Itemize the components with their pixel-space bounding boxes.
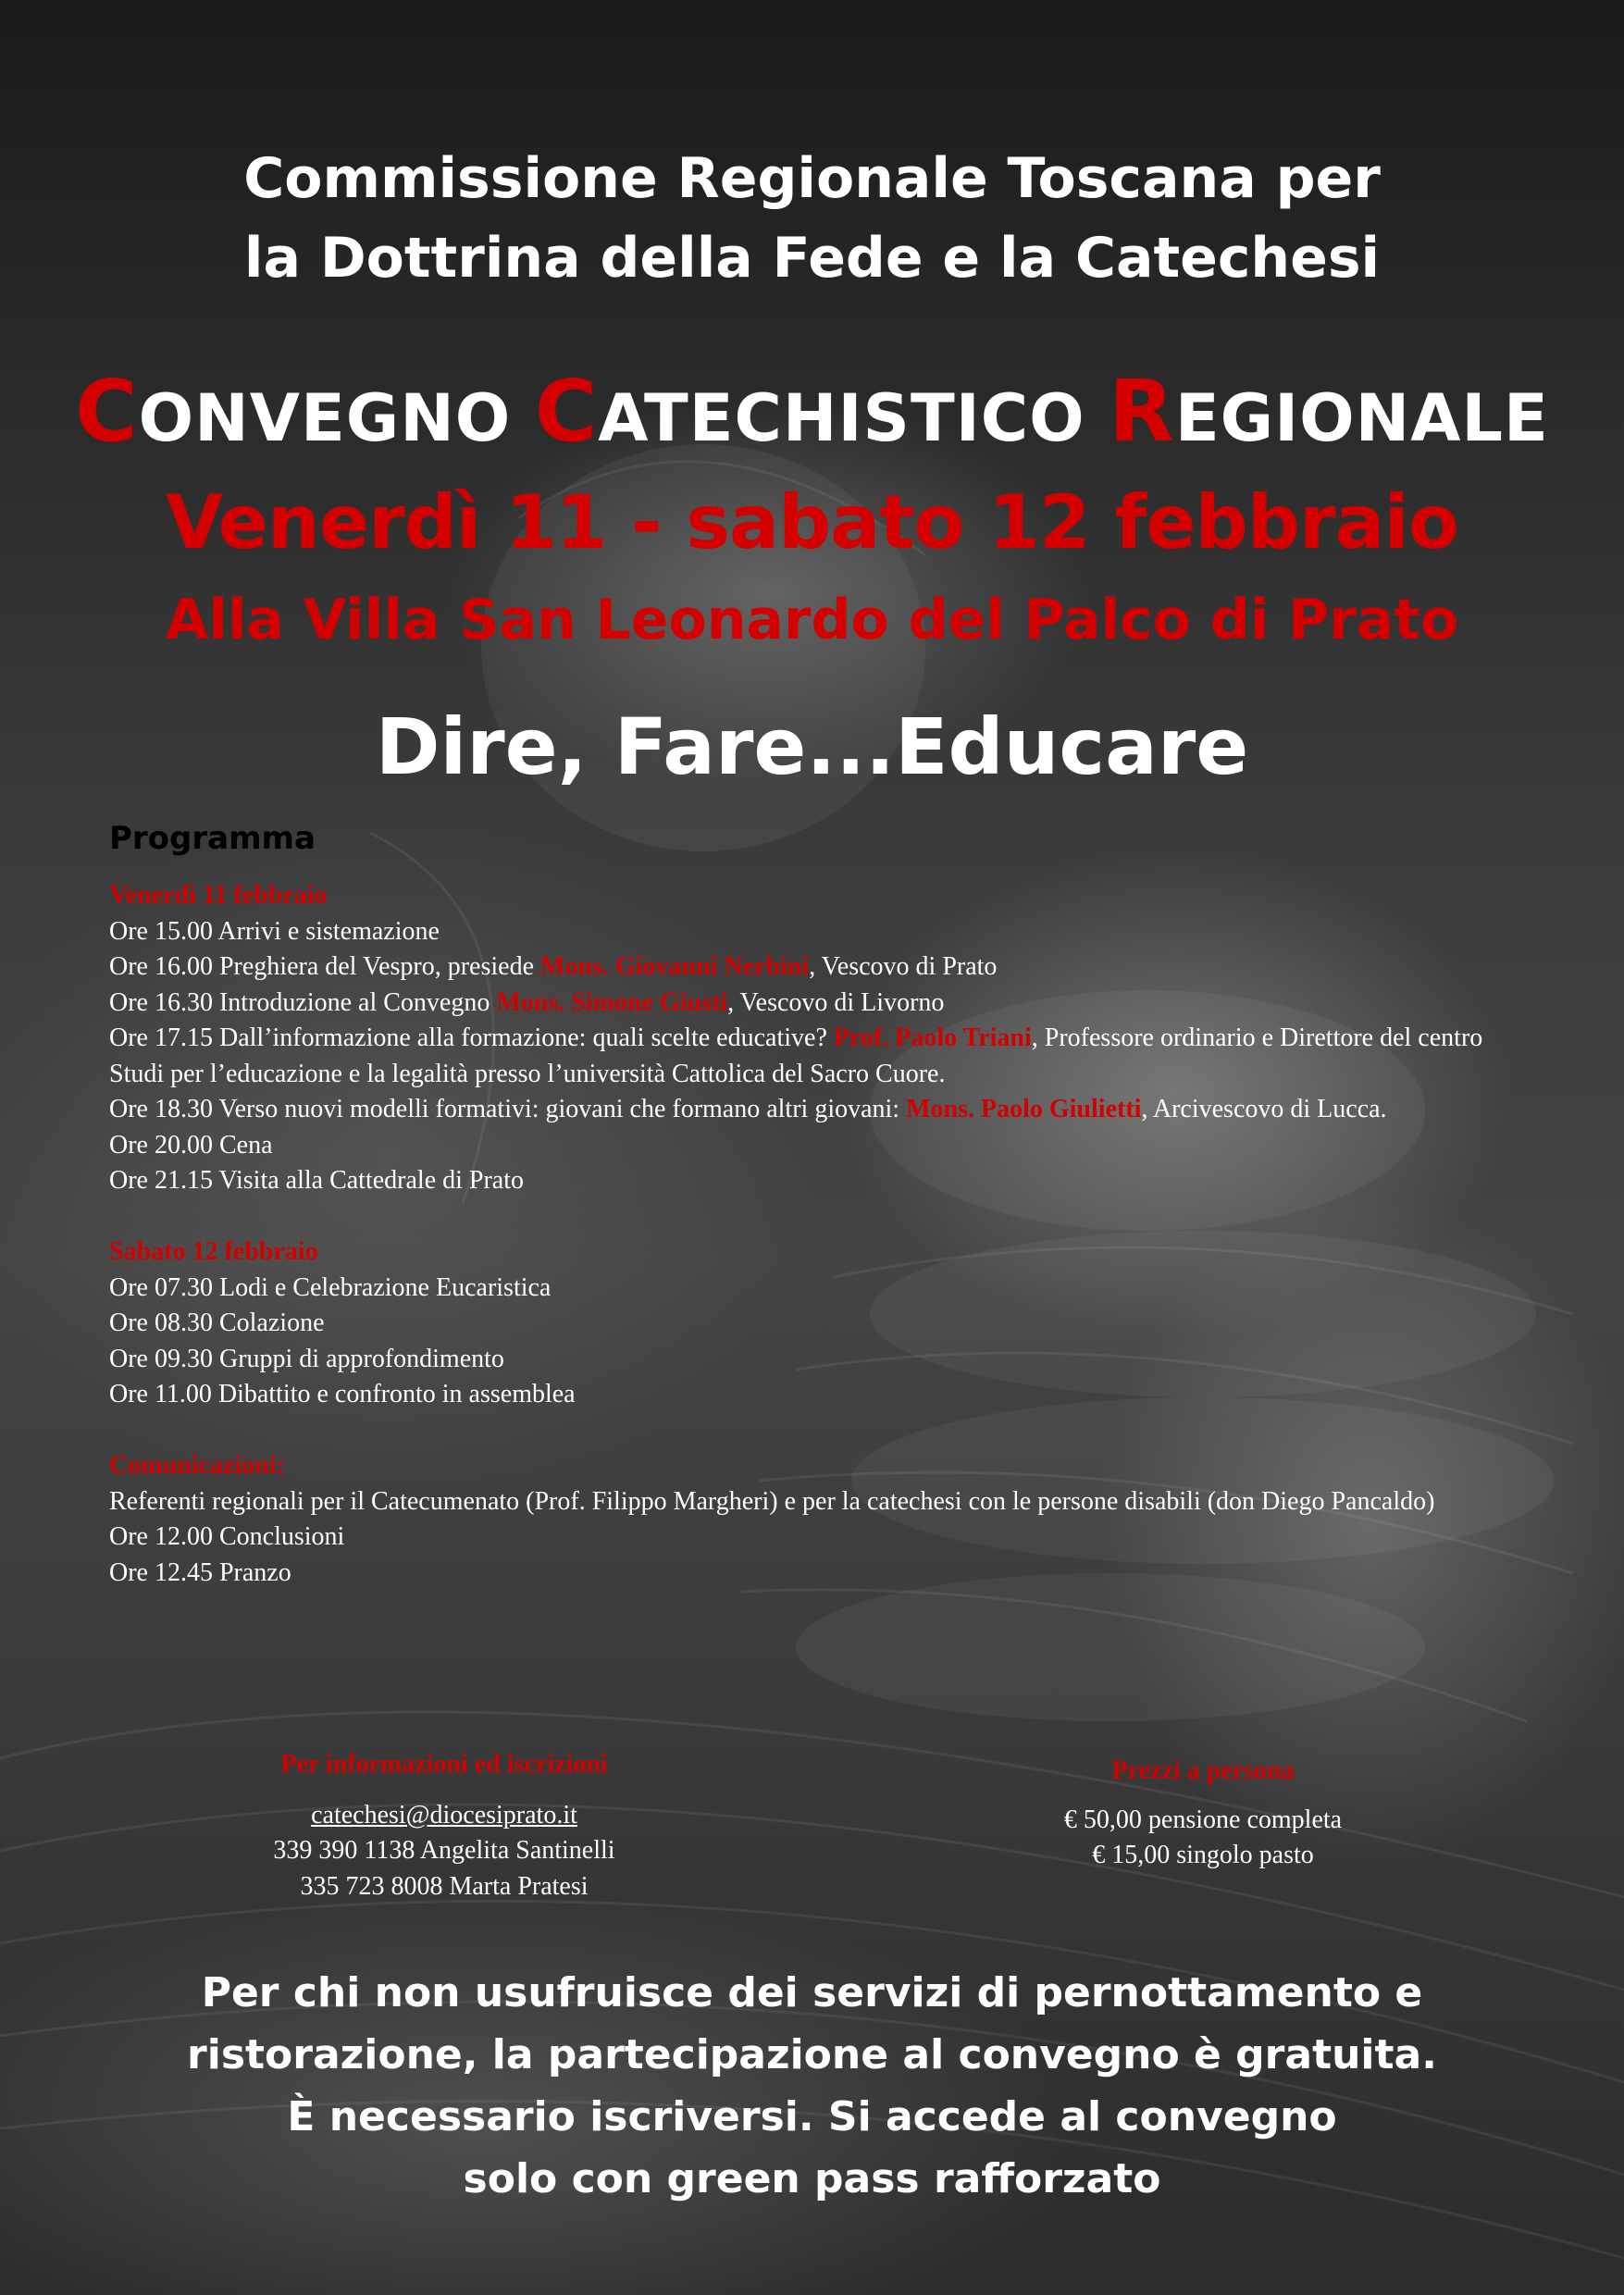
- contact-phone: 335 723 8008 Marta Pratesi: [300, 1871, 589, 1901]
- title-word-1: ONVEGNO: [138, 380, 512, 456]
- program-item: Referenti regionali per il Catecumenato (Prof. Filippo Margheri) e per la catechesi con le persone disabili (don Diego Pancaldo): [109, 1486, 1435, 1516]
- program-item: Ore 12.00 Conclusioni: [109, 1522, 345, 1551]
- price-item: € 50,00 pensione completa: [1063, 1805, 1343, 1834]
- program-item: Ore 16.00 Preghiera del Vespro, presiede Mons. Giovanni Nerbini, Vescovo di Prato: [109, 952, 998, 981]
- organizer-heading: [0, 139, 1624, 298]
- title-initial-c1: C: [75, 362, 139, 461]
- day1-label: Venerdì 11 febbraio: [109, 881, 328, 910]
- program-heading: Programma: [109, 820, 316, 857]
- program-item: Ore 20.00 Cena: [109, 1130, 273, 1160]
- attendance-notice: [0, 1962, 1624, 2210]
- title-word-3: EGIONALE: [1174, 380, 1549, 456]
- speaker-name: Mons. Giovanni Nerbini: [540, 952, 810, 981]
- organizer-line-2: la Dottrina della Fede e la Catechesi: [243, 226, 1381, 291]
- speaker-name: Mons. Simone Giusti: [496, 987, 728, 1017]
- program-item: Ore 11.00 Dibattito e confronto in assemblea: [109, 1380, 576, 1408]
- info-heading: Per informazioni ed iscrizioni: [280, 1750, 608, 1779]
- speaker-name: Prof. Paolo Triani: [833, 1023, 1032, 1052]
- communications-label: Comunicazioni:: [109, 1451, 285, 1480]
- day2-label: Sabato 12 febbraio: [109, 1237, 318, 1266]
- program-item: Ore 07.30 Lodi e Celebrazione Eucaristica: [109, 1272, 552, 1302]
- program-section: [109, 819, 1534, 1591]
- program-item: Ore 15.00 Arrivi e sistemazione: [109, 916, 440, 946]
- organizer-line-1: Commissione Regionale Toscana per: [243, 146, 1381, 211]
- prices-section: [981, 1754, 1425, 1874]
- event-dates: Venerdì 11 - sabato 12 febbraio: [166, 479, 1458, 565]
- title-initial-c2: C: [534, 362, 599, 461]
- program-item: Ore 12.45 Pranzo: [109, 1557, 291, 1587]
- event-venue: Alla Villa San Leonardo del Palco di Prato: [165, 588, 1459, 652]
- contact-phone: 339 390 1138 Angelita Santinelli: [273, 1836, 615, 1865]
- email-link[interactable]: catechesi@diocesiprato.it: [311, 1800, 577, 1830]
- speaker-name: Mons. Paolo Giulietti: [906, 1095, 1142, 1123]
- notice-line: Per chi non usufruisce dei servizi di pernottamento e: [201, 1969, 1423, 2016]
- price-item: € 15,00 singolo pasto: [1092, 1841, 1314, 1869]
- info-section: [231, 1747, 657, 1904]
- title-initial-r: R: [1109, 362, 1175, 461]
- program-item: Ore 18.30 Verso nuovi modelli formativi: giovani che formano altri giovani: Mons. Paolo Giulietti, Arcivescovo di Lucca.: [109, 1095, 1387, 1123]
- event-subtitle: Dire, Fare...Educare: [375, 701, 1249, 792]
- program-item: Ore 09.30 Gruppi di approfondimento: [109, 1344, 504, 1373]
- notice-line: solo con green pass rafforzato: [463, 2155, 1161, 2202]
- event-title: [0, 362, 1624, 465]
- program-item: Ore 08.30 Colazione: [109, 1309, 325, 1337]
- prices-heading: Prezzi a persona: [1111, 1756, 1295, 1785]
- notice-line: È necessario iscriversi. Si accede al convegno: [287, 2093, 1337, 2140]
- program-item: Ore 21.15 Visita alla Cattedrale di Prato: [109, 1166, 525, 1195]
- notice-line: ristorazione, la partecipazione al convegno è gratuita.: [187, 2031, 1437, 2078]
- program-item: Ore 16.30 Introduzione al Convegno Mons. Simone Giusti, Vescovo di Livorno: [109, 987, 945, 1017]
- program-item: Ore 17.15 Dall’informazione alla formazione: quali scelte educative? Prof. Paolo Triani, Professore ordinario e Direttore del centro Studi per l’educazione e la legalità presso l’università Cattolica del Sacro Cuore.: [109, 1023, 1483, 1088]
- title-word-2: ATECHISTICO: [598, 380, 1085, 456]
